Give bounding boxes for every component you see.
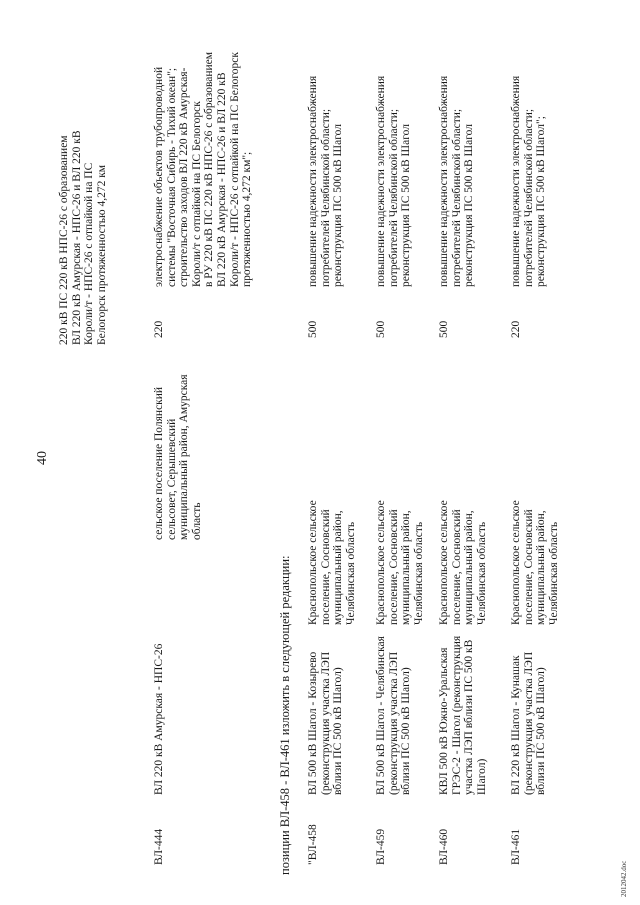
- continuation-text: [58, 130, 108, 345]
- footer-filename: 2012042.doc: [620, 860, 628, 897]
- row-code: ВЛ-460: [438, 828, 450, 865]
- row-location: Краснопольское сельское поселение, Сосновский муниципальный район, Челябинская область: [510, 500, 560, 625]
- row-location: Краснопольское сельское поселение, Сосновский муниципальный район, Челябинская область: [375, 500, 425, 625]
- row-code: "ВЛ-458: [307, 824, 319, 865]
- continuation-line: 220 кВ ПС 220 кВ НПС-26 с образованием: [58, 135, 70, 345]
- row-name: ВЛ 500 кВ Шагол - Челябинская (реконструкция участка ЛЭП вблизи ПС 500 кВ Шагол): [375, 636, 413, 795]
- row-purpose: повышение надежности электроснабжения потребителей Челябинской области; реконструкция ПС 500 кВ Шагол: [307, 75, 345, 287]
- row-purpose-vl444-text: электроснабжение объектов трубопроводной системы "Восточная Сибирь - Тихий океан"; строительство заходов ВЛ 220 кВ Амурская- Короли/т с отпайкой на ПС Белогорск в РУ 220 кВ ПС 220 кВ НПС-26 с образованием ВЛ 220 кВ Амурская - НПС-26 и ВЛ 220 кВ Короли/т - НПС-26 с отпайкой на ПС Белогорск протяженностью 4,272 км";: [153, 51, 254, 287]
- continuation-line: ВЛ 220 кВ Амурская - НПС-26 и ВЛ 220 кВ: [70, 130, 83, 345]
- row-name: КВЛ 500 кВ Южно-Уральская ГРЭС-2 - Шагол (реконструкция участка ЛЭП вблизи ПС 500 кВ Шагол): [438, 635, 488, 795]
- row-purpose: повышение надежности электроснабжения потребителей Челябинской области; реконструкция ПС 500 кВ Шагол";: [510, 75, 548, 287]
- row-purpose: повышение надежности электроснабжения потребителей Челябинской области; реконструкция ПС 500 кВ Шагол: [375, 75, 413, 287]
- continuation-line: Короли/т - НПС-26 с отпайкой на ПС: [83, 162, 96, 345]
- row-name-vl444: ВЛ 220 кВ Амурская - НПС-26: [153, 643, 165, 795]
- row-name: ВЛ 500 кВ Шагол - Козырево (реконструкция участка ЛЭП вблизи ПС 500 кВ Шагол): [307, 651, 345, 795]
- row-code: ВЛ-461: [510, 828, 522, 865]
- row-name: ВЛ 220 кВ Шагол - Кунашак (реконструкция участка ЛЭП вблизи ПС 500 кВ Шагол): [510, 651, 548, 795]
- row-location-vl444: сельское поселение Полянский сельсовет, Серышевский муниципальный район, Амурская область: [153, 374, 203, 540]
- row-location: Краснопольское сельское поселение, Сосновский муниципальный район, Челябинская область: [307, 500, 357, 625]
- row-voltage-vl444: 220: [153, 320, 165, 338]
- row-purpose: повышение надежности электроснабжения потребителей Челябинской области; реконструкция ПС 500 кВ Шагол: [438, 75, 476, 287]
- row-code: ВЛ-459: [375, 828, 387, 865]
- intro-text: позиции ВЛ-458 - ВЛ-461 изложить в следующей редакции:: [278, 555, 292, 875]
- row-voltage: 500: [375, 320, 387, 338]
- row-voltage: 500: [307, 320, 319, 338]
- page-number: 40: [35, 451, 50, 465]
- row-code-vl444: ВЛ-444: [153, 828, 165, 865]
- row-voltage: 220: [510, 320, 522, 338]
- row-location: Краснопольское сельское поселение, Сосновский муниципальный район, Челябинская область: [438, 500, 488, 625]
- row-voltage: 500: [438, 320, 450, 338]
- continuation-line: Белогорск протяженностью 4,272 км: [95, 164, 108, 345]
